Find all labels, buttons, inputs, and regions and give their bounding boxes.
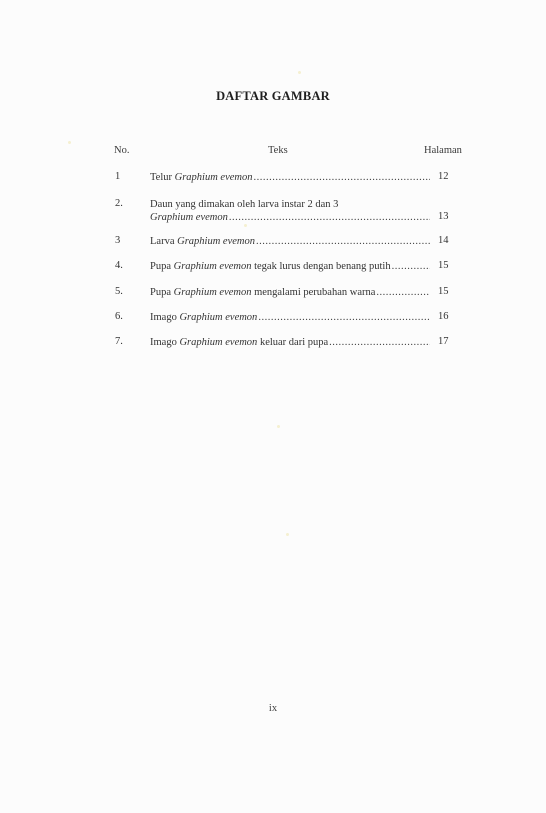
page-reference: 15 [438, 286, 449, 297]
dot-leader [256, 235, 430, 248]
caption-text: Imago [150, 312, 180, 323]
paper-speck [244, 224, 247, 227]
caption-text: tegak lurus dengan benang putih [251, 261, 391, 272]
species-name: Graphium evemon [174, 172, 253, 183]
figure-number: 4. [115, 260, 123, 271]
page-reference: 17 [438, 336, 449, 347]
figure-caption [150, 260, 430, 273]
column-header-no: No. [114, 145, 130, 156]
paper-speck [286, 533, 289, 536]
caption-text: Pupa [150, 287, 174, 298]
paper-speck [298, 71, 301, 74]
caption-text: mengalami perubahan warna [251, 287, 376, 298]
figure-caption [150, 311, 430, 324]
figure-number: 1 [115, 171, 121, 182]
paper-speck [68, 141, 71, 144]
figure-number: 6. [115, 311, 123, 322]
caption-text: Daun yang dimakan oleh larva instar 2 dan 3 [150, 199, 339, 210]
figure-caption [150, 235, 430, 248]
page-reference: 16 [438, 311, 449, 322]
page-reference: 12 [438, 171, 449, 182]
figure-number: 7. [115, 336, 123, 347]
caption-text: keluar dari pupa [257, 337, 329, 348]
dot-leader [392, 260, 430, 273]
dot-leader [254, 171, 431, 184]
species-name: Graphium evemon [179, 312, 258, 323]
figure-number: 5. [115, 286, 123, 297]
column-header-halaman: Halaman [424, 145, 462, 156]
figure-caption [150, 286, 430, 299]
page-reference: 13 [438, 211, 449, 222]
figure-caption [150, 171, 430, 184]
dot-leader [329, 336, 430, 349]
dot-leader [229, 211, 430, 224]
figure-caption [150, 198, 430, 224]
species-name: Graphium evemon [179, 337, 258, 348]
species-name: Graphium evemon [177, 236, 255, 247]
figure-number: 2. [115, 198, 123, 209]
caption-text: Pupa [150, 261, 174, 272]
caption-text: Imago [150, 337, 180, 348]
page-reference: 15 [438, 260, 449, 271]
caption-text: Larva [150, 236, 178, 247]
page-reference: 14 [438, 235, 449, 246]
caption-text: Telur [150, 172, 175, 183]
figure-caption [150, 336, 430, 349]
dot-leader [376, 286, 430, 299]
paper-speck [277, 425, 280, 428]
species-name: Graphium evemon [173, 287, 252, 298]
column-header-teks: Teks [268, 145, 288, 156]
page-title: DAFTAR GAMBAR [216, 89, 330, 103]
dot-leader [258, 311, 430, 324]
page-number: ix [268, 703, 278, 714]
figure-number: 3 [115, 235, 121, 246]
species-name: Graphium evemon [150, 212, 228, 223]
species-name: Graphium evemon [173, 261, 252, 272]
